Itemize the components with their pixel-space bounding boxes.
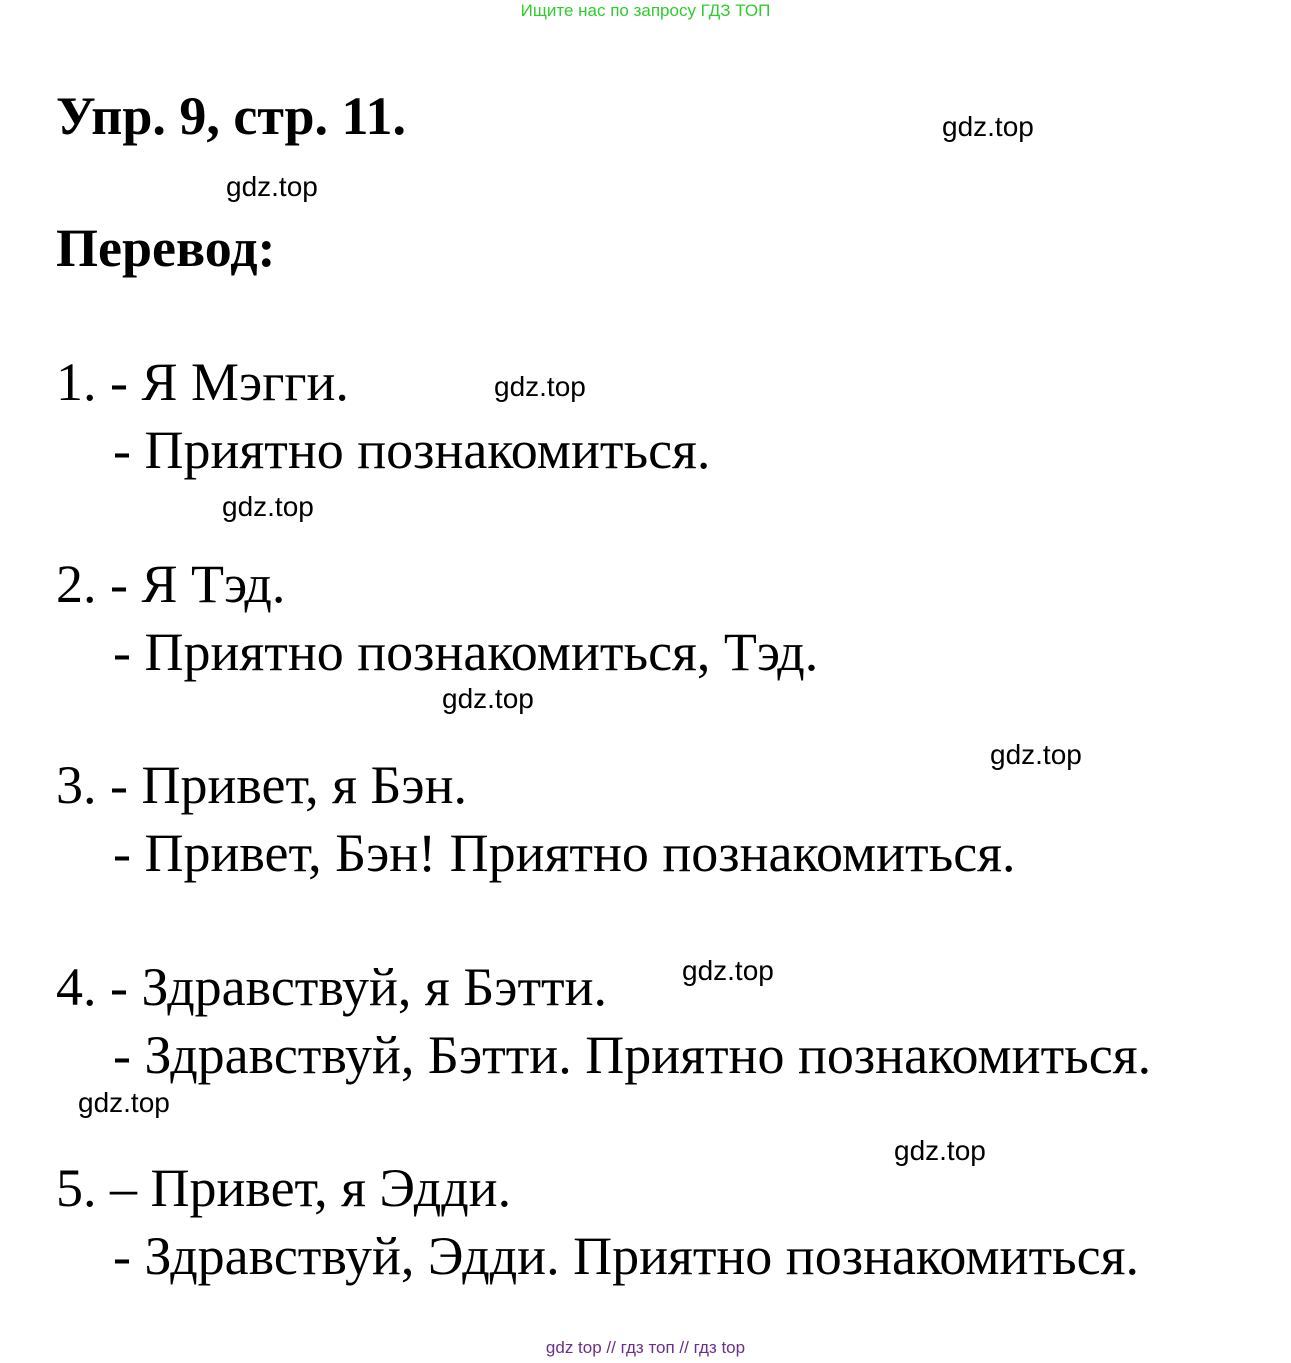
dialogue-line: 4. - Здравствуй, я Бэтти. (56, 957, 608, 1017)
dialogue-line: 1. - Я Мэгги. (56, 352, 349, 412)
watermark: gdz.top (494, 371, 586, 402)
dialogue-reply: - Привет, Бэн! Приятно познакомиться. (113, 823, 1016, 883)
dialogue-line: 3. - Привет, я Бэн. (56, 755, 467, 815)
watermark: gdz.top (442, 683, 534, 714)
dialogue-line: 2. - Я Тэд. (56, 554, 286, 614)
top-banner: Ищите нас по запросу ГДЗ ТОП (520, 1, 771, 20)
dialogue-reply: - Приятно познакомиться. (113, 420, 711, 480)
footer-links: gdz top // гдз топ // гдз top (545, 1338, 746, 1357)
watermark: gdz.top (894, 1135, 986, 1166)
dialogue-reply: - Приятно познакомиться, Тэд. (113, 622, 819, 682)
page-title: Упр. 9, стр. 11. (56, 86, 407, 146)
dialogue-reply: - Здравствуй, Эдди. Приятно познакомиться. (113, 1226, 1139, 1286)
dialogue-line: 5. – Привет, я Эдди. (56, 1158, 512, 1218)
watermark: gdz.top (222, 491, 314, 522)
dialogue-reply: - Здравствуй, Бэтти. Приятно познакомиться. (113, 1025, 1152, 1085)
watermark: gdz.top (78, 1087, 170, 1118)
section-heading: Перевод: (56, 218, 276, 278)
watermark: gdz.top (682, 955, 774, 986)
watermark: gdz.top (226, 171, 318, 202)
watermark: gdz.top (942, 111, 1034, 142)
watermark: gdz.top (990, 739, 1082, 770)
